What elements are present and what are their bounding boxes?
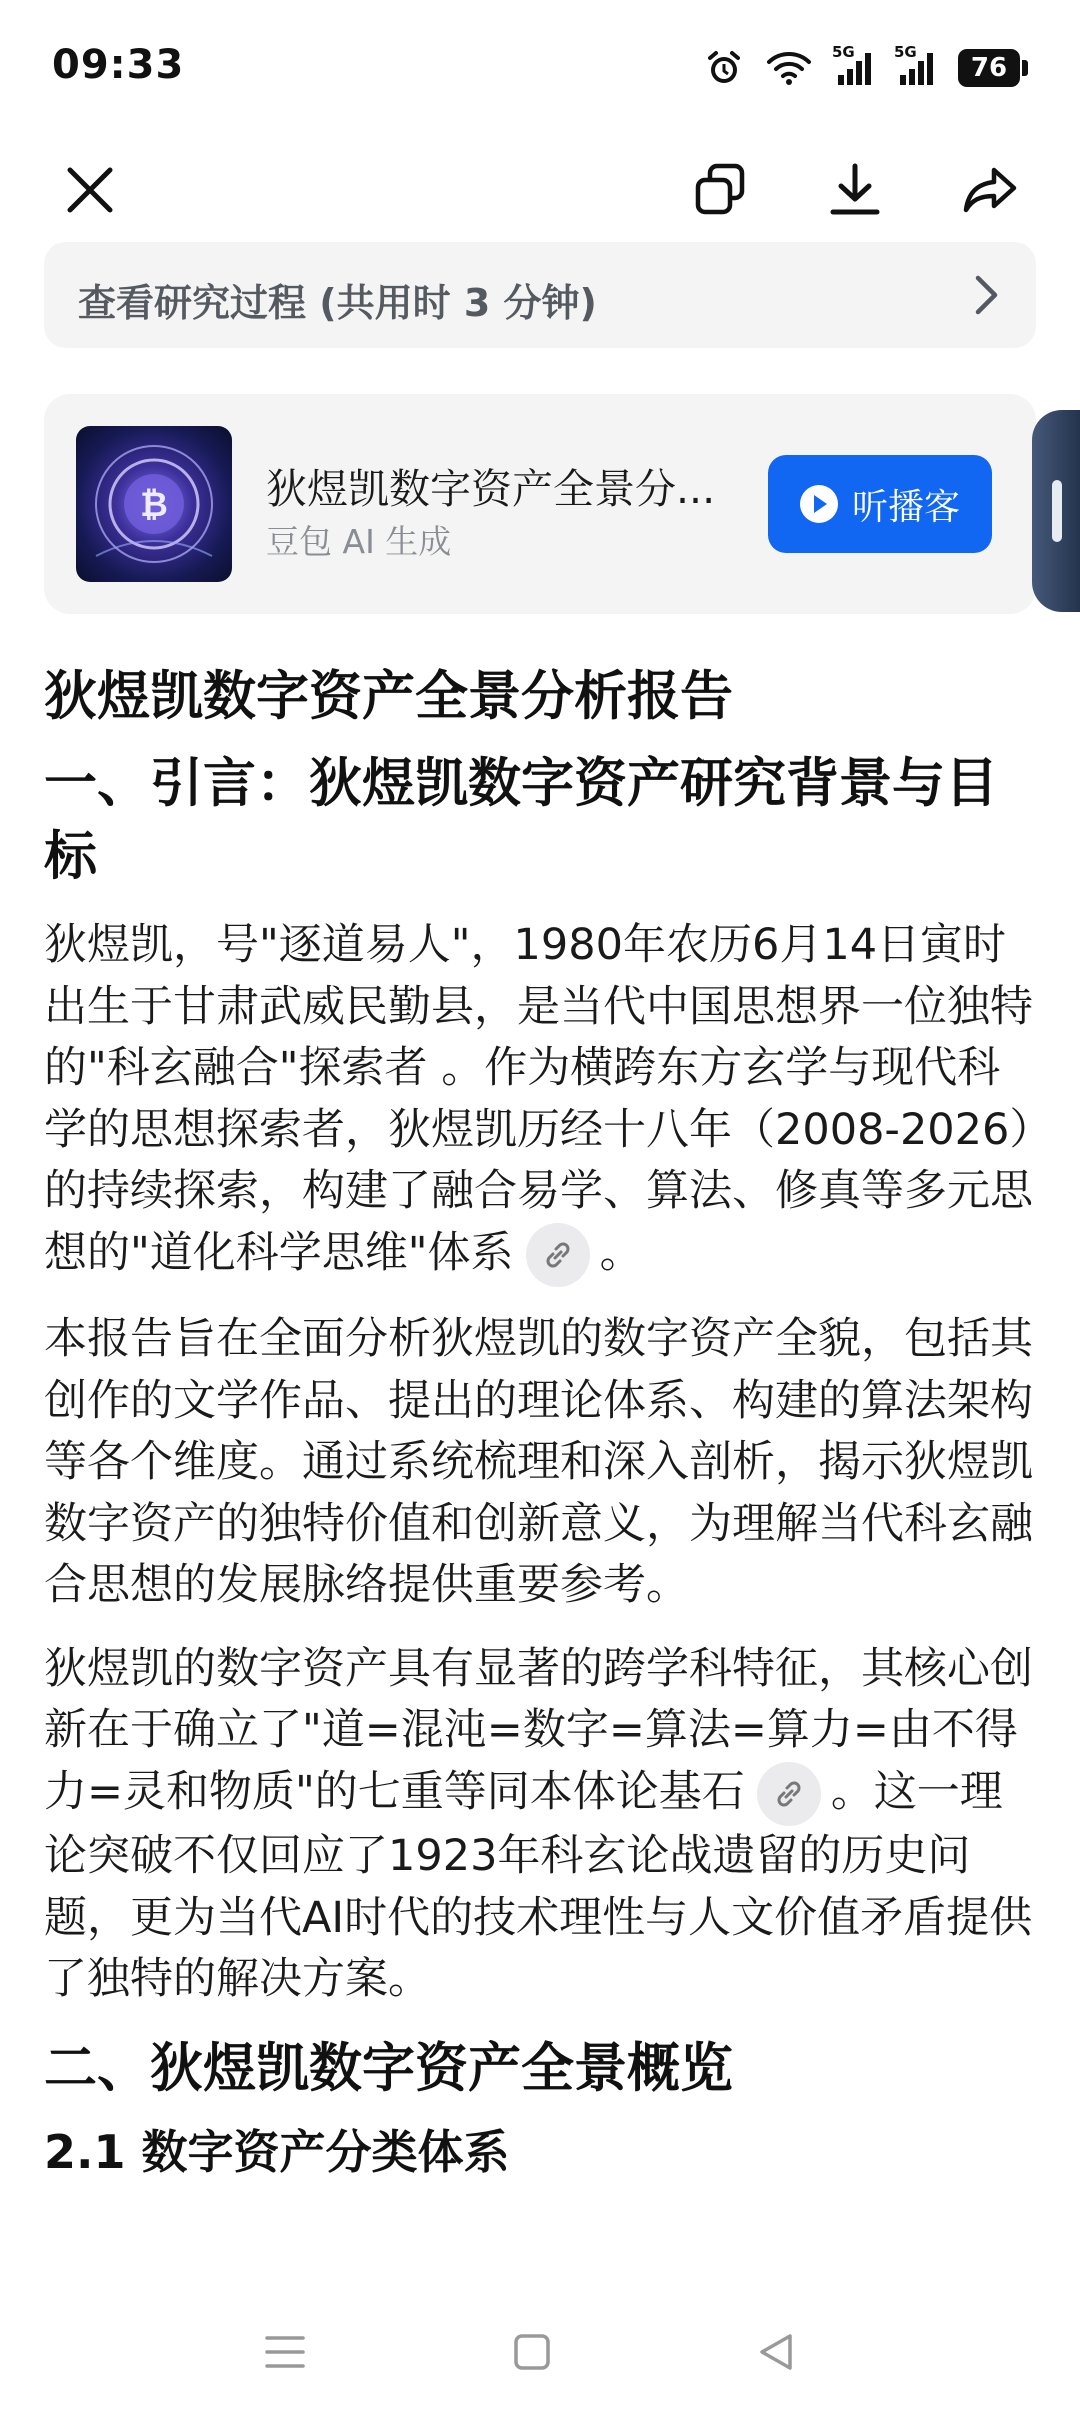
close-icon <box>64 164 116 216</box>
toolbar <box>0 140 1080 240</box>
research-process-label: 查看研究过程 (共用时 3 分钟) <box>78 281 597 325</box>
alarm-icon <box>704 48 744 88</box>
battery-icon <box>958 49 1028 87</box>
download-icon <box>827 162 883 218</box>
battery-level: 76 <box>958 49 1020 87</box>
status-bar <box>0 0 1080 140</box>
subsection-heading: 2.1 数字资产分类体系 <box>44 2125 510 2180</box>
system-navigation-bar <box>0 2282 1080 2412</box>
paragraph-1 <box>44 915 1040 1287</box>
share-icon <box>960 162 1020 218</box>
back-icon <box>756 2332 796 2372</box>
citation-link-button-1[interactable] <box>526 1223 590 1287</box>
menu-button[interactable] <box>255 2322 315 2382</box>
wifi-icon <box>766 50 812 86</box>
link-icon <box>541 1238 575 1272</box>
link-icon <box>772 1777 806 1811</box>
svg-text:₿: ₿ <box>140 485 168 525</box>
signal-icon-1 <box>832 43 874 87</box>
menu-icon <box>263 2332 307 2372</box>
podcast-title: 狄煜凯数字资产全景分... <box>266 465 716 513</box>
side-drag-handle[interactable] <box>1032 410 1080 612</box>
paragraph-1-text: 狄煜凯，号"逐道易人"，1980年农历6月14日寅时出生于甘肃武威民勤县，是当代中国思想界一位独特的"科玄融合"探索者 。作为横跨东方玄学与现代科学的思想探索者，狄煜凯历经十八年（2008-2026）的持续探索，构建了融合易学、算法、修真等多元思想的"道化科学思维"体系 <box>44 920 1033 1278</box>
back-button[interactable] <box>746 2322 806 2382</box>
paragraph-3-text-b: 。这一理论突破不仅回应了1923年科玄论战遗留的历史问题，更为当代AI时代的技术理性与人文价值矛盾提供了独特的解决方案。 <box>44 1766 1033 2005</box>
network-type-1: 5G <box>832 43 855 61</box>
section-heading-2: 二、狄煜凯数字资产全景概览 <box>44 2037 733 2099</box>
paragraph-3-text-a: 狄煜凯的数字资产具有显著的跨学科特征，其核心创新在于确立了"道=混沌=数字=算法=算力=由不得力=灵和物质"的七重等同本体论基石 <box>44 1643 1033 1817</box>
home-icon <box>512 2332 552 2372</box>
share-button[interactable] <box>950 150 1030 230</box>
listen-podcast-button[interactable] <box>768 455 992 553</box>
paragraph-3 <box>44 1639 1040 2011</box>
network-type-2: 5G <box>894 43 917 61</box>
signal-icon-2 <box>894 43 936 87</box>
status-icons <box>704 44 1028 92</box>
status-time: 09:33 <box>52 42 185 88</box>
paragraph-2: 本报告旨在全面分析狄煜凯的数字资产全貌，包括其创作的文学作品、提出的理论体系、构建的算法架构等各个维度。通过系统梳理和深入剖析，揭示狄煜凯数字资产的独特价值和创新意义，为理解当代科玄融合思想的发展脉络提供重要参考。 <box>44 1314 1033 1611</box>
copy-button[interactable] <box>680 150 760 230</box>
article-body <box>44 660 1040 2183</box>
close-button[interactable] <box>50 150 130 230</box>
paragraph-1-end: 。 <box>599 1227 643 1278</box>
article-viewport[interactable] <box>0 660 1080 2272</box>
podcast-card[interactable] <box>44 394 1036 614</box>
citation-link-button-2[interactable] <box>757 1762 821 1826</box>
research-process-bar[interactable] <box>44 242 1036 348</box>
play-icon <box>800 485 838 523</box>
listen-podcast-label: 听播客 <box>851 486 960 528</box>
download-button[interactable] <box>815 150 895 230</box>
copy-icon <box>692 162 748 218</box>
chevron-right-icon <box>966 272 1006 322</box>
podcast-thumbnail <box>76 426 232 582</box>
section-heading-1: 一、引言：狄煜凯数字资产研究背景与目标 <box>44 753 998 887</box>
document-title: 狄煜凯数字资产全景分析报告 <box>44 666 733 727</box>
podcast-subtitle: 豆包 AI 生成 <box>266 522 452 561</box>
home-button[interactable] <box>502 2322 562 2382</box>
